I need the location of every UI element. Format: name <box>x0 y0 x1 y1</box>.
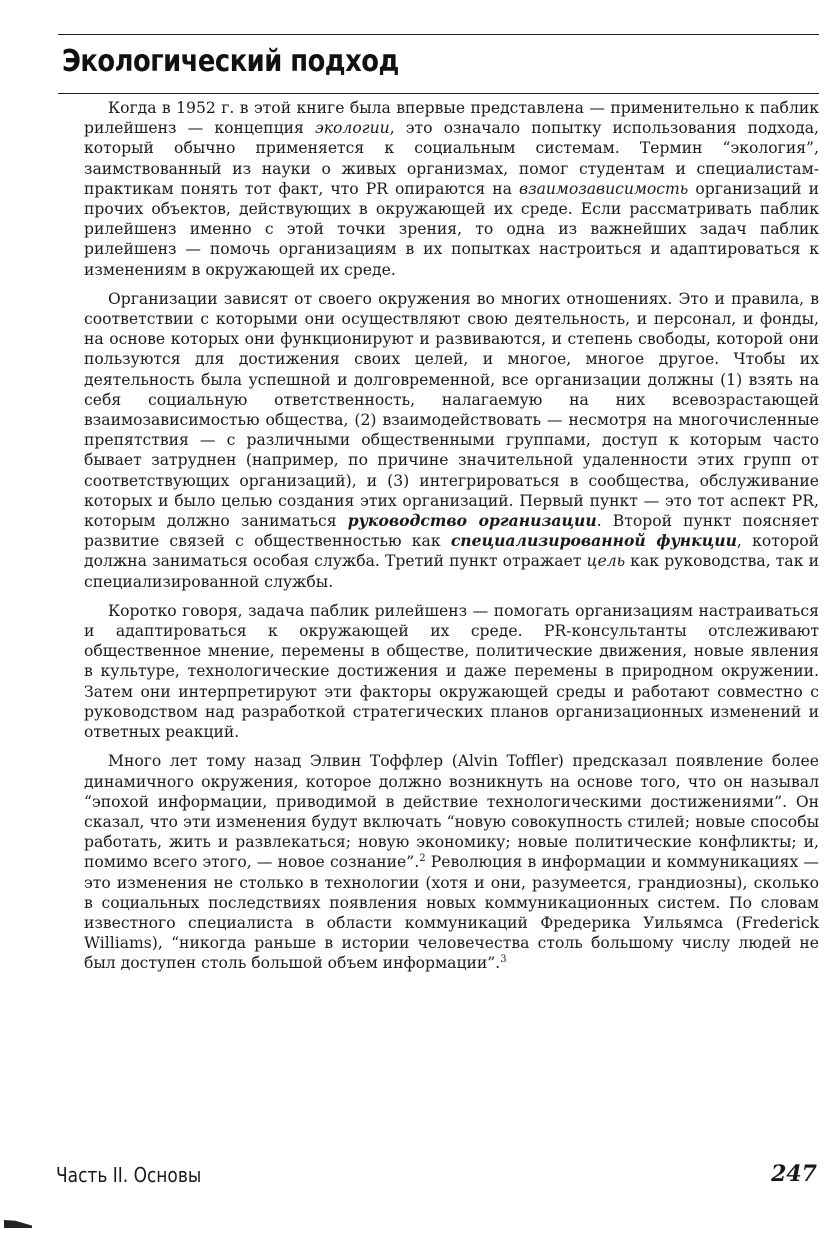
paragraph-2: Организации зависят от своего окружения во многих отношениях. Это и правила, в соответствии с которыми они осуществляют свою деятельность, и персонал, и фонды, на основе которых они функционируют и развиваются, и степень свободы, которой они пользуются для достижения своих целей, и многое, многое другое. Чтобы их деятельность была успешной и долговременной, все организации должны (1) взять на себя социальную ответственность, налагаемую на них всевозрастающей взаимозависимостью общества, (2) взаимодействовать — несмотря на многочисленные препятствия — с различными общественными группами, доступ к которым часто бывает затруднен (например, по причине значительной удаленности этих групп от соответствующих организаций), и (3) интегрироваться в сообщества, обслуживание которых и было целью создания этих организаций. Первый пункт — это тот аспект PR, которым должно заниматься руководство организации. Второй пункт поясняет развитие связей с общественностью как специализированной функции, которой должна заниматься особая служба. Третий пункт отражает цель как руководства, так и специализированной службы. <box>84 289 820 591</box>
body-text <box>84 98 819 983</box>
paragraph-3: Коротко говоря, задача паблик рилейшенз — помогать организациям настраиваться и адаптироваться к окружающей их среде. PR-консультанты отслеживают общественное мнение, перемены в обществе, политические движения, новые явления в культуре, технологические достижения и даже перемены в природном окружении. Затем они интерпретируют эти факторы окружающей среды и работают совместно с руководством над разработкой стратегических планов организационных изменений и ответных реакций. <box>84 601 819 742</box>
title-underline <box>58 93 819 94</box>
footnote-ref-3: 3 <box>500 954 507 966</box>
scan-artifact <box>4 1220 32 1228</box>
footnote-ref-2: 2 <box>419 853 426 865</box>
footer-section-label: Часть II. Основы <box>56 1163 202 1187</box>
page-number: 247 <box>771 1161 817 1187</box>
section-title: Экологический подход <box>62 44 399 79</box>
paragraph-4: Много лет тому назад Элвин Тоффлер (Alvin Toffler) предсказал появление более динамичного окружения, которое должно возникнуть на основе того, что он называл “эпохой информации, приводимой в действие технологическими достижениями”. Он сказал, что эти изменения будут включать “новую совокупность стилей; новые способы работать, жить и развлекаться; новую экономику; новые политические конфликты; и, помимо всего этого, — новое сознание”.$^2$ Революция в информации и коммуникациях — это изменения не столько в технологии (хотя и они, разумеется, грандиозны), сколько в социальных последствиях появления новых коммуникационных систем. По словам известного специалиста в области коммуникаций Фредерика Уильямса (Frederick Williams), “никогда раньше в истории человечества столь большому числу людей не был доступен столь большой объем информации”.$^3$ <box>84 752 819 973</box>
top-rule <box>58 34 819 35</box>
paragraph-1: Когда в 1952 г. в этой книге была впервые представлена — применительно к паблик рилейшенз — концепция экологии, это означало попытку использования подхода, который обычно применяется к социальным системам. Термин “экология”, заимствованный из науки о живых организмах, помог студентам и специалистам-практикам понять тот факт, что PR опираются на взаимозависимость организаций и прочих объектов, действующих в окружающей их среде. Если рассматривать паблик рилейшенз именно с этой точки зрения, то одна из важнейших задач паблик рилейшенз — помочь организациям в их попытках настроиться и адаптироваться к изменениям в окружающей их среде. <box>84 99 819 279</box>
